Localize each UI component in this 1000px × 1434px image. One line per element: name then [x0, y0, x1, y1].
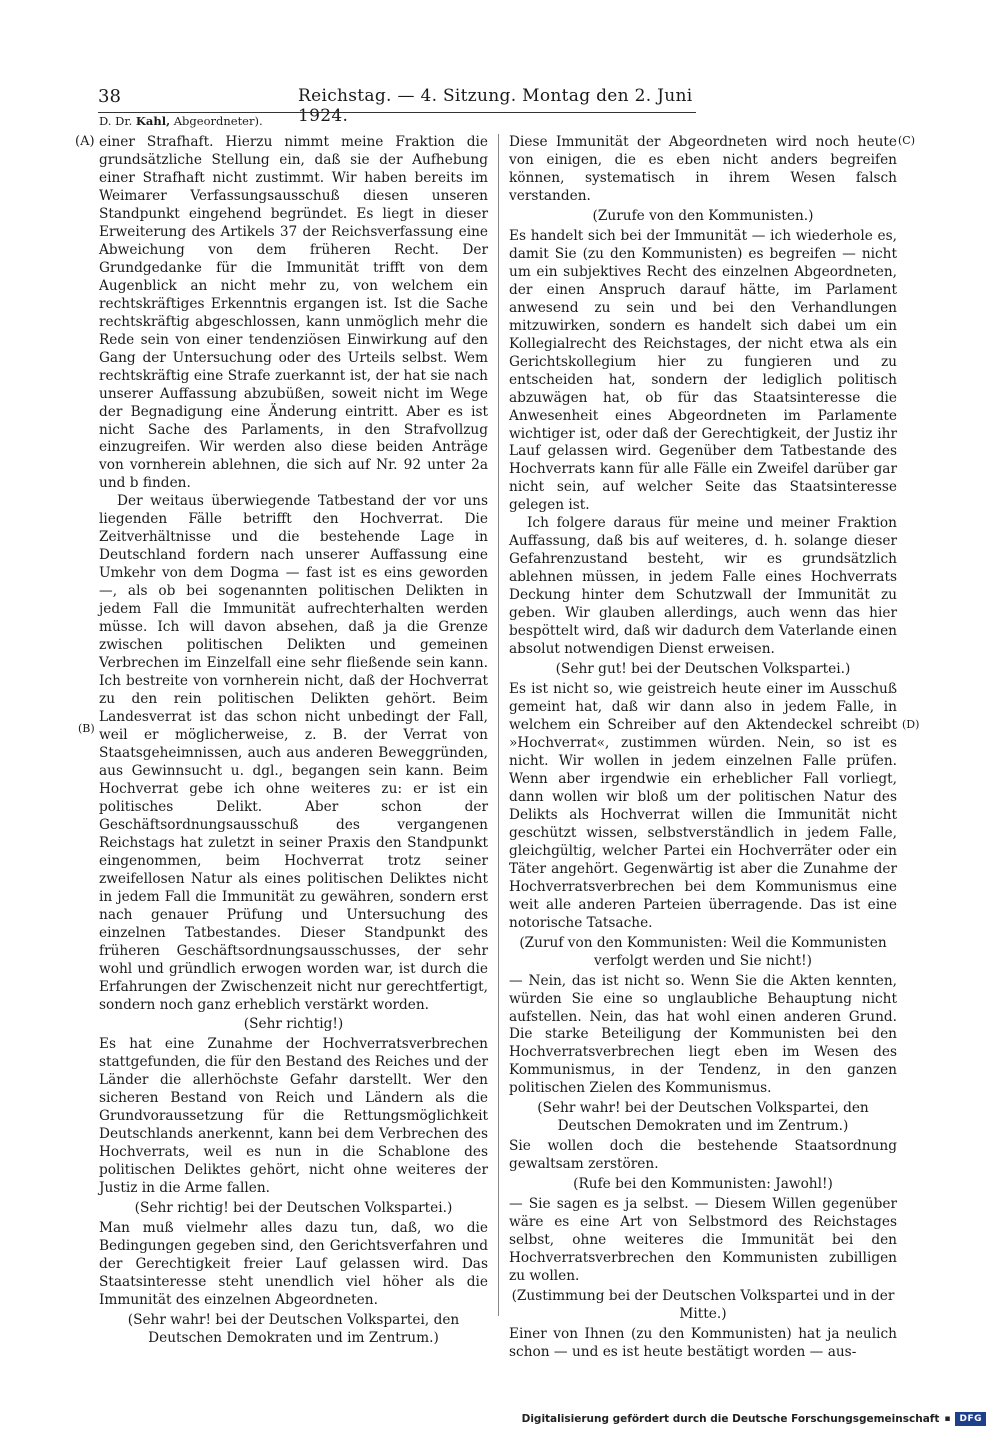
interjection: (Rufe bei den Kommunisten: Jawohl!)	[573, 1176, 833, 1193]
interjection: (Sehr gut! bei der Deutschen Volkspartei.)	[555, 661, 851, 678]
speaker-line	[99, 114, 263, 128]
header-rule	[98, 112, 696, 113]
speaker-title: D. Dr.	[99, 114, 133, 128]
dfg-logo: DFG	[955, 1412, 986, 1426]
margin-mark-a: (A)	[75, 134, 95, 149]
paragraph: Sie wollen doch die bestehende Staatsordnung gewaltsam zerstören.	[509, 1138, 897, 1173]
interjection: (Sehr wahr! bei der Deutschen Volkspartei, den Deutschen Demokraten und im Zentrum.)	[537, 1100, 869, 1135]
paragraph: Einer von Ihnen (zu den Kommunisten) hat ja neulich schon — und es ist heute bestätigt worden — aus-	[509, 1325, 897, 1360]
margin-mark-c: (C)	[898, 134, 915, 147]
paragraph: Man muß vielmehr alles dazu tun, daß, wo die Bedingungen gegeben sind, den Gerichtsverfahren und der Gerechtigkeit freier Lauf gelassen wird. Das Staatsinteresse steht unendlich viel höher als die Immunität des einzelnen Abgeordneten.	[99, 1220, 488, 1308]
margin-mark-d: (D)	[902, 718, 920, 731]
margin-mark-b: (B)	[78, 722, 95, 735]
interjection: (Sehr richtig! bei der Deutschen Volkspartei.)	[134, 1200, 453, 1217]
footer: Digitalisierung gefördert durch die Deutsche Forschungsgemeinschaft ▪ DFG	[522, 1412, 986, 1426]
paragraph: Es ist nicht so, wie geistreich heute einer im Ausschuß gemeint hat, daß wir dann also in jedem Falle, in welchem ein Schreiber auf den Aktendeckel schreibt »Hochverrat«, zustimmen würden. Nein, so ist es nicht. Wir wollen in jedem einzelnen Falle prüfen. Wenn aber irgendwie ein erheblicher Fall vorliegt, dann wollen wir bloß um der politischen Natur des Delikts als Hochverrat willen die Immunität nicht geschützt wissen, selbstverständlich in jedem Falle, gleichgültig, welcher Partei ein Hochverräter oder ein Täter angehört. Gegenwärtig ist aber die Zunahme der Hochverratsverbrechen bei dem Kommunismus eine weit alle anderen Parteien überragende. Das ist eine notorische Tatsache.	[509, 681, 897, 931]
interjection: (Zustimmung bei der Deutschen Volkspartei und in der Mitte.)	[511, 1288, 895, 1322]
speaker-name: Kahl,	[135, 114, 171, 128]
footer-credit: Digitalisierung gefördert durch die Deutsche Forschungsgemeinschaft	[521, 1413, 940, 1425]
paragraph: Es hat eine Zunahme der Hochverratsverbrechen stattgefunden, die für den Bestand des Reiches und der Länder die allerhöchste Gefahr darstellt. Wer den sicheren Bestand von Reich und Ländern als die Grundvoraussetzung für die Rettungsmöglichkeit Deutschlands anerkennt, kann bei dem Verbrechen des Hochverrats, weil es nun in die Schablone des politischen Deliktes gehört, nicht ohne weiteres der Justiz in die Arme fallen.	[99, 1036, 488, 1197]
interjection: (Zurufe von den Kommunisten.)	[592, 207, 814, 224]
interjection: (Sehr wahr! bei der Deutschen Volkspartei, den Deutschen Demokraten und im Zentrum.)	[127, 1311, 460, 1346]
column-divider	[498, 134, 499, 1316]
page-number: 38	[98, 86, 121, 107]
paragraph: — Sie sagen es ja selbst. — Diesem Willen gegenüber wäre es eine Art von Selbstmord des Reichstages selbst, ohne weiteres die Immunität bei den Hochverratsverbrechen den Kommunisten zubilligen zu wollen.	[509, 1196, 897, 1285]
speaker-role: Abgeordneter).	[173, 114, 263, 128]
running-head: Reichstag. — 4. Sitzung. Montag den 2. Juni 1924.	[298, 86, 693, 126]
interjection: (Sehr richtig!)	[243, 1016, 344, 1033]
paragraph: Diese Immunität der Abgeordneten wird noch heute von einigen, die es eben nicht anders begreifen können, systematisch in ihrem Wesen falsch verstanden.	[509, 134, 897, 204]
left-column	[99, 134, 488, 1350]
paragraph: Der weitaus überwiegende Tatbestand der vor uns liegenden Fälle betrifft den Hochverrat. Die Zeitverhältnisse und die bestehende Lage in Deutschland fordern nach unserer Auffassung eine Umkehr von dem Dogma — fast ist es eins geworden —, als ob bei sogenannten politischen Delikten in jedem Fall die Immunität aufrechterhalten werden müsse. Ich will davon absehen, daß ja die Grenze zwischen politischen Delikten und gemeinen Verbrechen im Einzelfall eine sehr fließende sein kann. Ich bestreite von vornherein nicht, daß der Hochverrat zu den rein politischen Delikten gehört. Beim Landesverrat ist das schon nicht unbedingt der Fall, weil er möglicherweise, z. B. der Verrat von Staatsgeheimnissen, auch aus anderen Beweggründen, aus Gewinnsucht u. dgl., begangen sein kann. Beim Hochverrat gebe ich ohne weiteres zu: er ist ein politisches Delikt. Aber schon der Geschäftsordnungsausschuß des vergangenen Reichstags hat zuletzt in seiner Praxis den Standpunkt eingenommen, beim Hochverrat trotz seiner zweifellosen Natur als eines politischen Deliktes nicht in jedem Fall die Immunität zu gewähren, sondern erst nach genauer Prüfung und Untersuchung des einzelnen Tatbestandes. Dieser Standpunkt des früheren Geschäftsordnungsausschusses, der sehr wohl und gründlich erwogen worden war, ist durch die Erfahrungen der Zwischenzeit nicht nur gerechtfertigt, sondern noch ganz erheblich verstärkt worden.	[99, 493, 488, 1013]
paragraph: Es handelt sich bei der Immunität — ich wiederhole es, damit Sie (zu den Kommunisten) es begreifen — nicht um ein subjektives Recht des einzelnen Abgeordneten, der einen Anspruch darauf hätte, im Parlament anwesend zu sein und bei den Verhandlungen mitzuwirken, sondern es handelt sich dabei um ein Kollegialrecht des Reichstages, der nicht etwa als ein Gerichtskollegium hier zu fungieren und zu entscheiden hat, sondern der lediglich politisch abzuwägen hat, ob für das Staatsinteresse die Anwesenheit eines Abgeordneten im Parlamente wichtiger ist, oder daß der Gerechtigkeit, der Justiz ihr Lauf gelassen wird. Gegenüber dem Tatbestande des Hochverrats kann für alle Fälle ein Zweifel darüber gar nicht sein, auf welcher Seite das Staatsinteresse gelegen ist.	[509, 227, 897, 514]
paragraph: Ich folgere daraus für meine und meiner Fraktion Auffassung, daß bis auf weiteres, d. h. solange dieser Gefahrenzustand besteht, wir es grundsätzlich ablehnen müssen, in jedem Falle eines Hochverrats Deckung hinter dem Schutzwall der Immunität zu geben. Wir glauben allerdings, auch wenn das hier bespöttelt wird, daß wir dadurch dem Vaterlande einen absolut notwendigen Dienst erweisen.	[509, 515, 897, 658]
interjection: (Zuruf von den Kommunisten: Weil die Kommunisten verfolgt werden und Sie nicht!)	[519, 934, 887, 969]
paragraph: einer Strafhaft. Hierzu nimmt meine Fraktion die grundsätzliche Stellung ein, daß sie der Aufhebung einer Strafhaft nicht zustimmt. Wir haben bereits im Weimarer Verfassungsausschuß diesen unseren Standpunkt eingehend begründet. Es liegt in dieser Erweiterung des Artikels 37 der Reichsverfassung eine Abweichung von dem früheren Recht. Der Grundgedanke für die Immunität trifft von dem Augenblick an nicht mehr zu, von welchem ein rechtskräftiges Erkenntnis ergangen ist. Ist die Sache rechtskräftig abgeschlossen, kann unmöglich mehr die Rede sein von einer tendenziösen Einwirkung auf den Gang der Untersuchung oder des Urteils selbst. Wem rechtskräftig eine Strafe zuerkannt ist, der hat sie nach unserer Auffassung abzubüßen, soweit nicht im Wege der Begnadigung eine Änderung eintritt. Aber es ist nicht Sache des Parlaments, in den Strafvollzug einzugreifen. Wir werden also diese beiden Anträge von vornherein ablehnen, die sich auf Nr. 92 unter 2a und b finden.	[99, 134, 488, 492]
paragraph: — Nein, das ist nicht so. Wenn Sie die Akten kennten, würden Sie eine so unglaubliche Behauptung nicht aufstellen. Nein, das hat wohl einen anderen Grund. Die starke Beteiligung der Kommunisten bei den Hochverratsverbrechen liegt eben im Wesen des Kommunismus, in der Tendenz, in den ganzen politischen Zielen des Kommunismus.	[509, 972, 897, 1097]
right-column	[509, 134, 897, 1362]
